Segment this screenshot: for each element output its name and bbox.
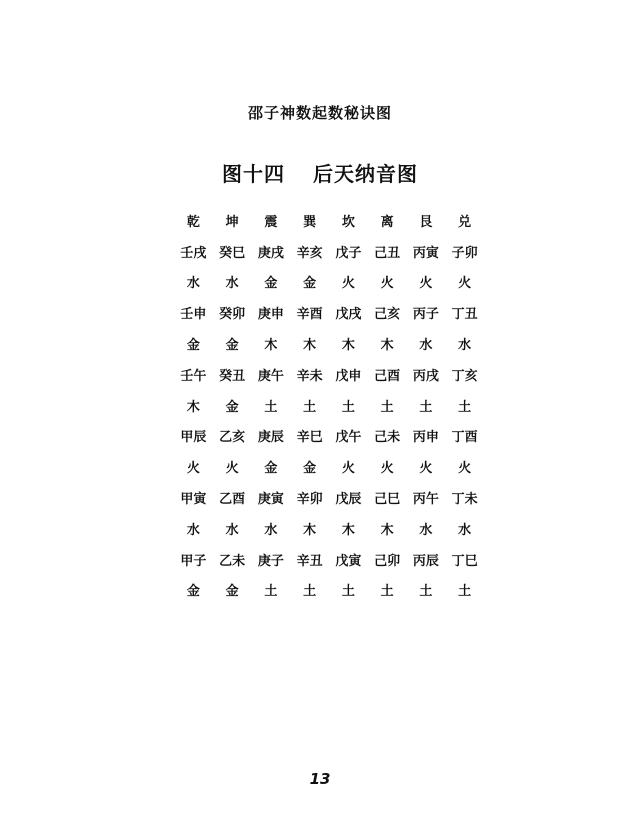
table-row xyxy=(174,359,484,390)
table-cell: 土 xyxy=(458,584,472,600)
table-cell: 丙午 xyxy=(412,492,439,508)
trigram-cell: 坤 xyxy=(225,214,239,230)
table-cell: 庚寅 xyxy=(257,492,284,508)
table-row xyxy=(174,451,484,482)
table-cell: 己丑 xyxy=(374,245,401,261)
table-cell: 土 xyxy=(341,399,355,415)
table-cell: 水 xyxy=(458,522,472,538)
table-cell: 庚子 xyxy=(257,553,284,569)
trigram-cell: 离 xyxy=(380,214,394,230)
table-cell: 土 xyxy=(264,399,278,415)
table-cell: 戊午 xyxy=(335,430,362,446)
table-cell: 庚申 xyxy=(257,307,284,323)
table-row xyxy=(174,390,484,421)
table-cell: 木 xyxy=(264,338,278,354)
table-cell: 癸卯 xyxy=(219,307,246,323)
table-cell: 壬申 xyxy=(180,307,207,323)
table-cell: 火 xyxy=(186,461,200,477)
table-cell: 丙辰 xyxy=(412,553,439,569)
table-cell: 庚戌 xyxy=(257,245,284,261)
table-cell: 子卯 xyxy=(451,245,478,261)
table-cell: 甲辰 xyxy=(180,430,207,446)
page-number: 13 xyxy=(309,770,331,788)
table-row xyxy=(174,575,484,606)
table-cell: 丙申 xyxy=(412,430,439,446)
trigram-cell: 震 xyxy=(264,214,278,230)
table-cell: 土 xyxy=(303,584,317,600)
table-cell: 乙未 xyxy=(219,553,246,569)
table-cell: 土 xyxy=(419,584,433,600)
table-cell: 金 xyxy=(264,276,278,292)
table-cell: 己亥 xyxy=(374,307,401,323)
table-cell: 辛酉 xyxy=(296,307,323,323)
table-cell: 戊寅 xyxy=(335,553,362,569)
table-cell: 火 xyxy=(419,276,433,292)
trigram-cell: 坎 xyxy=(341,214,355,230)
table-cell: 金 xyxy=(264,461,278,477)
table-cell: 金 xyxy=(303,461,317,477)
table-cell: 土 xyxy=(380,584,394,600)
table-cell: 庚午 xyxy=(257,368,284,384)
table-cell: 癸巳 xyxy=(219,245,246,261)
table-cell: 火 xyxy=(458,461,472,477)
table-cell: 土 xyxy=(341,584,355,600)
table-cell: 丙寅 xyxy=(412,245,439,261)
trigram-header-row xyxy=(174,205,484,236)
table-cell: 金 xyxy=(186,338,200,354)
table-cell: 火 xyxy=(458,276,472,292)
table-cell: 火 xyxy=(341,276,355,292)
table-cell: 木 xyxy=(341,338,355,354)
table-row xyxy=(174,297,484,328)
table-cell: 戊戌 xyxy=(335,307,362,323)
table-cell: 癸丑 xyxy=(219,368,246,384)
table-cell: 己未 xyxy=(374,430,401,446)
table-row xyxy=(174,482,484,513)
table-cell: 己酉 xyxy=(374,368,401,384)
table-cell: 丁巳 xyxy=(451,553,478,569)
table-cell: 水 xyxy=(186,276,200,292)
table-cell: 丙子 xyxy=(412,307,439,323)
table-cell: 己卯 xyxy=(374,553,401,569)
table-cell: 辛丑 xyxy=(296,553,323,569)
table-cell: 壬戌 xyxy=(180,245,207,261)
table-cell: 水 xyxy=(419,338,433,354)
trigram-cell: 兑 xyxy=(458,214,472,230)
table-cell: 水 xyxy=(419,522,433,538)
table-cell: 水 xyxy=(186,522,200,538)
table-cell: 水 xyxy=(264,522,278,538)
book-title: 邵子神数起数秘诀图 xyxy=(247,104,392,122)
table-cell: 乙亥 xyxy=(219,430,246,446)
table-cell: 丁丑 xyxy=(451,307,478,323)
table-cell: 木 xyxy=(341,522,355,538)
table-cell: 金 xyxy=(225,338,239,354)
table-cell: 水 xyxy=(458,338,472,354)
table-cell: 丁未 xyxy=(451,492,478,508)
table-cell: 金 xyxy=(225,584,239,600)
table-cell: 金 xyxy=(225,399,239,415)
table-row xyxy=(174,544,484,575)
table-cell: 戊申 xyxy=(335,368,362,384)
figure-name: 后天纳音图 xyxy=(313,162,418,186)
table-cell: 甲子 xyxy=(180,553,207,569)
figure-number: 图十四 xyxy=(222,162,285,186)
trigram-cell: 艮 xyxy=(419,214,433,230)
table-cell: 丁亥 xyxy=(451,368,478,384)
table-cell: 木 xyxy=(303,522,317,538)
table-row xyxy=(174,513,484,544)
nayin-table xyxy=(174,205,484,605)
table-cell: 辛未 xyxy=(296,368,323,384)
figure-title xyxy=(0,158,640,187)
table-cell: 土 xyxy=(303,399,317,415)
table-cell: 土 xyxy=(419,399,433,415)
table-cell: 木 xyxy=(303,338,317,354)
table-cell: 乙酉 xyxy=(219,492,246,508)
table-row xyxy=(174,421,484,452)
table-cell: 己巳 xyxy=(374,492,401,508)
table-cell: 辛亥 xyxy=(296,245,323,261)
table-row xyxy=(174,236,484,267)
table-cell: 水 xyxy=(225,276,239,292)
table-cell: 火 xyxy=(419,461,433,477)
table-cell: 辛巳 xyxy=(296,430,323,446)
table-cell: 土 xyxy=(458,399,472,415)
table-cell: 土 xyxy=(264,584,278,600)
table-cell: 庚辰 xyxy=(257,430,284,446)
table-cell: 辛卯 xyxy=(296,492,323,508)
table-cell: 火 xyxy=(341,461,355,477)
table-cell: 丙戌 xyxy=(412,368,439,384)
table-cell: 土 xyxy=(380,399,394,415)
table-cell: 金 xyxy=(186,584,200,600)
table-cell: 甲寅 xyxy=(180,492,207,508)
trigram-cell: 巽 xyxy=(303,214,317,230)
table-cell: 戊子 xyxy=(335,245,362,261)
table-cell: 火 xyxy=(225,461,239,477)
table-cell: 木 xyxy=(380,522,394,538)
table-row xyxy=(174,328,484,359)
table-cell: 木 xyxy=(186,399,200,415)
table-row xyxy=(174,267,484,298)
table-cell: 火 xyxy=(380,276,394,292)
table-cell: 丁酉 xyxy=(451,430,478,446)
table-cell: 壬午 xyxy=(180,368,207,384)
table-cell: 戊辰 xyxy=(335,492,362,508)
table-cell: 水 xyxy=(225,522,239,538)
table-cell: 金 xyxy=(303,276,317,292)
trigram-cell: 乾 xyxy=(186,214,200,230)
table-cell: 木 xyxy=(380,338,394,354)
table-cell: 火 xyxy=(380,461,394,477)
